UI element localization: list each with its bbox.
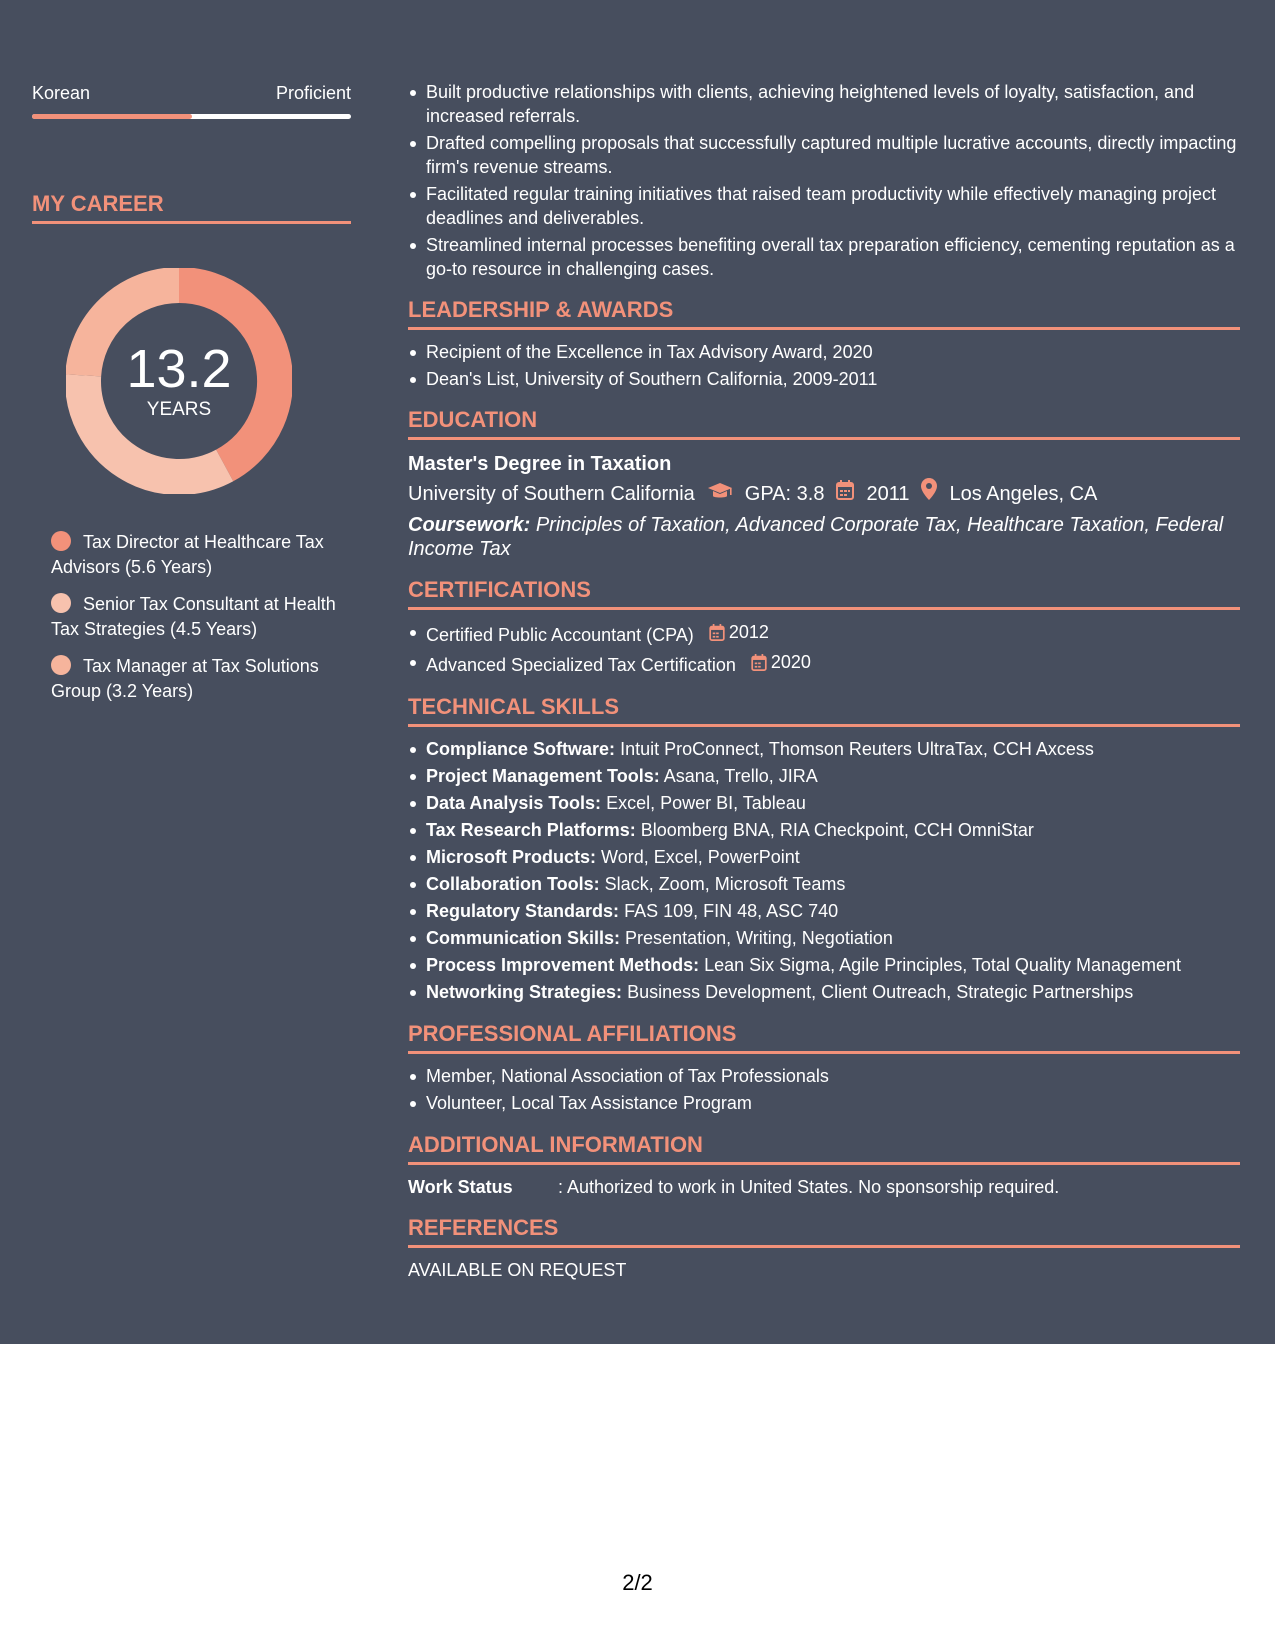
skill-values: Word, Excel, PowerPoint	[601, 847, 800, 867]
skill-values: Presentation, Writing, Negotiation	[625, 928, 893, 948]
legend-dot-icon	[51, 655, 71, 675]
references-text: AVAILABLE ON REQUEST	[408, 1260, 627, 1280]
certification-name: Certified Public Accountant (CPA)	[426, 625, 694, 645]
skill-values: Intuit ProConnect, Thomson Reuters UltraTax, CCH Axcess	[620, 739, 1094, 759]
experience-bullet: Facilitated regular training initiatives that raised team productivity while effectively managing project deadlines and deliverables.	[408, 182, 1240, 230]
skill-values: Business Development, Client Outreach, Strategic Partnerships	[627, 982, 1134, 1002]
skill-values: FAS 109, FIN 48, ASC 740	[624, 901, 839, 921]
language-level-bar	[32, 114, 351, 119]
experience-bullets	[408, 80, 1240, 281]
legend-dot-icon	[51, 593, 71, 613]
work-status-row	[408, 1175, 1240, 1199]
affiliation-item: Volunteer, Local Tax Assistance Program	[408, 1091, 1240, 1116]
skill-category: Process Improvement Methods:	[426, 955, 700, 975]
skill-category: Data Analysis Tools:	[426, 793, 602, 813]
education-year: 2011	[866, 482, 910, 505]
location-pin-icon	[921, 478, 937, 509]
page-number: 2/2	[622, 1570, 653, 1595]
career-legend-label: Tax Manager at Tax Solutions Group (3.2 Years)	[51, 656, 319, 701]
certification-item	[408, 620, 1240, 648]
leadership-list	[408, 340, 1240, 391]
education-degree: Master's Degree in Taxation	[408, 453, 672, 475]
donut-center	[66, 268, 292, 494]
career-legend-item	[51, 592, 336, 642]
work-status-label: Work Status	[408, 1177, 513, 1197]
career-heading: MY CAREER	[32, 191, 351, 224]
skills-list	[408, 737, 1240, 1005]
skill-item	[408, 953, 1240, 978]
career-legend-item	[51, 530, 336, 580]
certifications-list	[408, 620, 1240, 678]
additional-info-heading: ADDITIONAL INFORMATION	[408, 1132, 1240, 1165]
skill-item	[408, 872, 1240, 897]
experience-bullet: Streamlined internal processes benefiting overall tax preparation efficiency, cementing reputation as a go-to resource in challenging cases.	[408, 233, 1240, 281]
skill-item	[408, 899, 1240, 924]
skill-category: Microsoft Products:	[426, 847, 597, 867]
career-legend-item	[51, 654, 336, 704]
certification-date	[709, 620, 769, 645]
education-gpa: GPA: 3.8	[744, 482, 825, 505]
calendar-icon	[709, 624, 725, 641]
certification-name: Advanced Specialized Tax Certification	[426, 655, 736, 675]
language-level: Proficient	[275, 83, 351, 103]
education-coursework	[408, 513, 1240, 561]
certification-item	[408, 650, 1240, 678]
sidebar	[32, 80, 351, 716]
skill-item	[408, 818, 1240, 843]
skill-values: Lean Six Sigma, Agile Principles, Total Quality Management	[704, 955, 1182, 975]
affiliations-heading: PROFESSIONAL AFFILIATIONS	[408, 1021, 1240, 1054]
main-column	[408, 80, 1240, 1282]
language-row	[32, 80, 351, 106]
work-status-value: : Authorized to work in United States. No sponsorship required.	[558, 1177, 1060, 1197]
skill-item	[408, 845, 1240, 870]
coursework-label: Coursework:	[408, 514, 531, 536]
language-name: Korean	[32, 83, 91, 103]
skill-item	[408, 764, 1240, 789]
certifications-heading: CERTIFICATIONS	[408, 577, 1240, 610]
skill-category: Project Management Tools:	[426, 766, 660, 786]
career-total-unit: YEARS	[146, 399, 212, 420]
calendar-icon	[836, 479, 854, 509]
coursework-text: Principles of Taxation, Advanced Corporate Tax, Healthcare Taxation, Federal Income Tax	[408, 514, 1224, 560]
experience-bullet: Built productive relationships with clients, achieving heightened levels of loyalty, satisfaction, and increased referrals.	[408, 80, 1240, 128]
career-donut-chart	[66, 268, 292, 494]
references-heading: REFERENCES	[408, 1215, 1240, 1248]
leadership-item: Dean's List, University of Southern California, 2009-2011	[408, 367, 1240, 391]
skill-values: Slack, Zoom, Microsoft Teams	[604, 874, 846, 894]
skill-item	[408, 926, 1240, 951]
calendar-icon	[751, 654, 767, 671]
certification-year: 2012	[728, 622, 769, 642]
education-location: Los Angeles, CA	[949, 482, 1098, 505]
skill-category: Regulatory Standards:	[426, 901, 620, 921]
skill-item	[408, 980, 1240, 1005]
experience-bullet: Drafted compelling proposals that successfully captured multiple lucrative accounts, directly impacting firm's revenue streams.	[408, 131, 1240, 179]
skill-values: Excel, Power BI, Tableau	[606, 793, 806, 813]
leadership-heading: LEADERSHIP & AWARDS	[408, 297, 1240, 330]
education-school: University of Southern California	[408, 482, 695, 505]
certification-year: 2020	[770, 652, 811, 672]
legend-dot-icon	[51, 531, 71, 551]
career-legend-label: Tax Director at Healthcare Tax Advisors (5.6 Years)	[51, 532, 324, 577]
skill-category: Communication Skills:	[426, 928, 621, 948]
leadership-item: Recipient of the Excellence in Tax Advisory Award, 2020	[408, 340, 1240, 364]
affiliation-item: Member, National Association of Tax Professionals	[408, 1064, 1240, 1089]
skills-heading: TECHNICAL SKILLS	[408, 694, 1240, 727]
skill-values: Bloomberg BNA, RIA Checkpoint, CCH OmniStar	[640, 820, 1034, 840]
skill-category: Compliance Software:	[426, 739, 616, 759]
skill-category: Tax Research Platforms:	[426, 820, 636, 840]
graduation-cap-icon	[707, 479, 733, 509]
certification-date	[751, 650, 811, 675]
skill-item	[408, 737, 1240, 762]
affiliations-list	[408, 1064, 1240, 1116]
skill-category: Networking Strategies:	[426, 982, 623, 1002]
education-heading: EDUCATION	[408, 407, 1240, 440]
career-total-years: 13.2	[126, 339, 232, 399]
skill-values: Asana, Trello, JIRA	[663, 766, 818, 786]
skill-item	[408, 791, 1240, 816]
career-legend	[32, 530, 351, 704]
career-legend-label: Senior Tax Consultant at Health Tax Strategies (4.5 Years)	[51, 594, 336, 639]
skill-category: Collaboration Tools:	[426, 874, 600, 894]
language-level-fill	[32, 114, 192, 119]
education-details	[408, 478, 1240, 509]
